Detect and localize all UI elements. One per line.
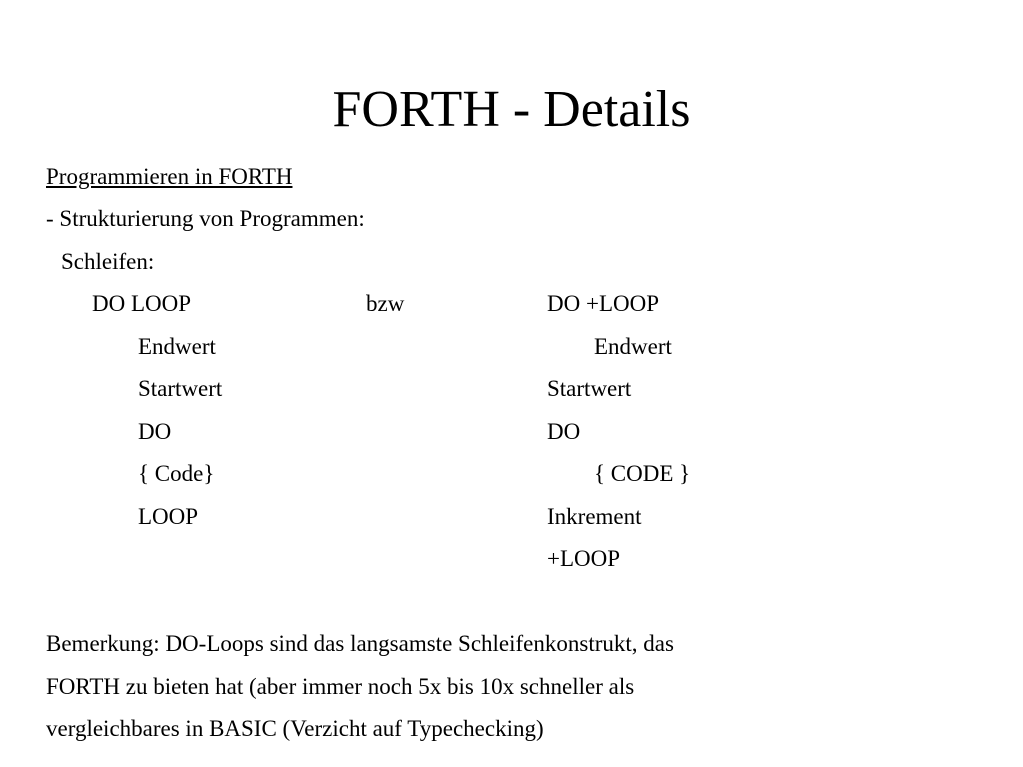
do-loop-line: DO bbox=[138, 419, 172, 444]
slide-title: FORTH - Details bbox=[332, 81, 691, 138]
do-loop-line: Endwert bbox=[138, 334, 216, 359]
remark-line: Bemerkung: DO-Loops sind das langsamste Schleifenkonstrukt, das bbox=[46, 631, 674, 656]
subheading: - Strukturierung von Programmen: bbox=[46, 206, 365, 231]
remark-line: vergleichbares in BASIC (Verzicht auf Typechecking) bbox=[46, 716, 544, 741]
do-plus-loop-line: Endwert bbox=[594, 334, 672, 359]
do-plus-loop-line: Inkrement bbox=[547, 504, 642, 529]
section-heading: Programmieren in FORTH bbox=[46, 164, 293, 189]
do-loop-line: { Code} bbox=[138, 461, 215, 486]
remark-line: FORTH zu bieten hat (aber immer noch 5x bis 10x schneller als bbox=[46, 674, 635, 699]
do-loop-line: Startwert bbox=[138, 376, 223, 401]
do-plus-loop-line: Startwert bbox=[547, 376, 632, 401]
do-plus-loop-header: DO +LOOP bbox=[547, 291, 660, 316]
do-plus-loop-line: DO bbox=[547, 419, 581, 444]
do-loop-line: LOOP bbox=[138, 504, 199, 529]
separator-bzw: bzw bbox=[366, 291, 405, 316]
do-loop-header: DO LOOP bbox=[92, 291, 192, 316]
loops-label: Schleifen: bbox=[61, 249, 155, 274]
do-plus-loop-line: +LOOP bbox=[547, 546, 621, 571]
do-plus-loop-line: { CODE } bbox=[594, 461, 691, 486]
